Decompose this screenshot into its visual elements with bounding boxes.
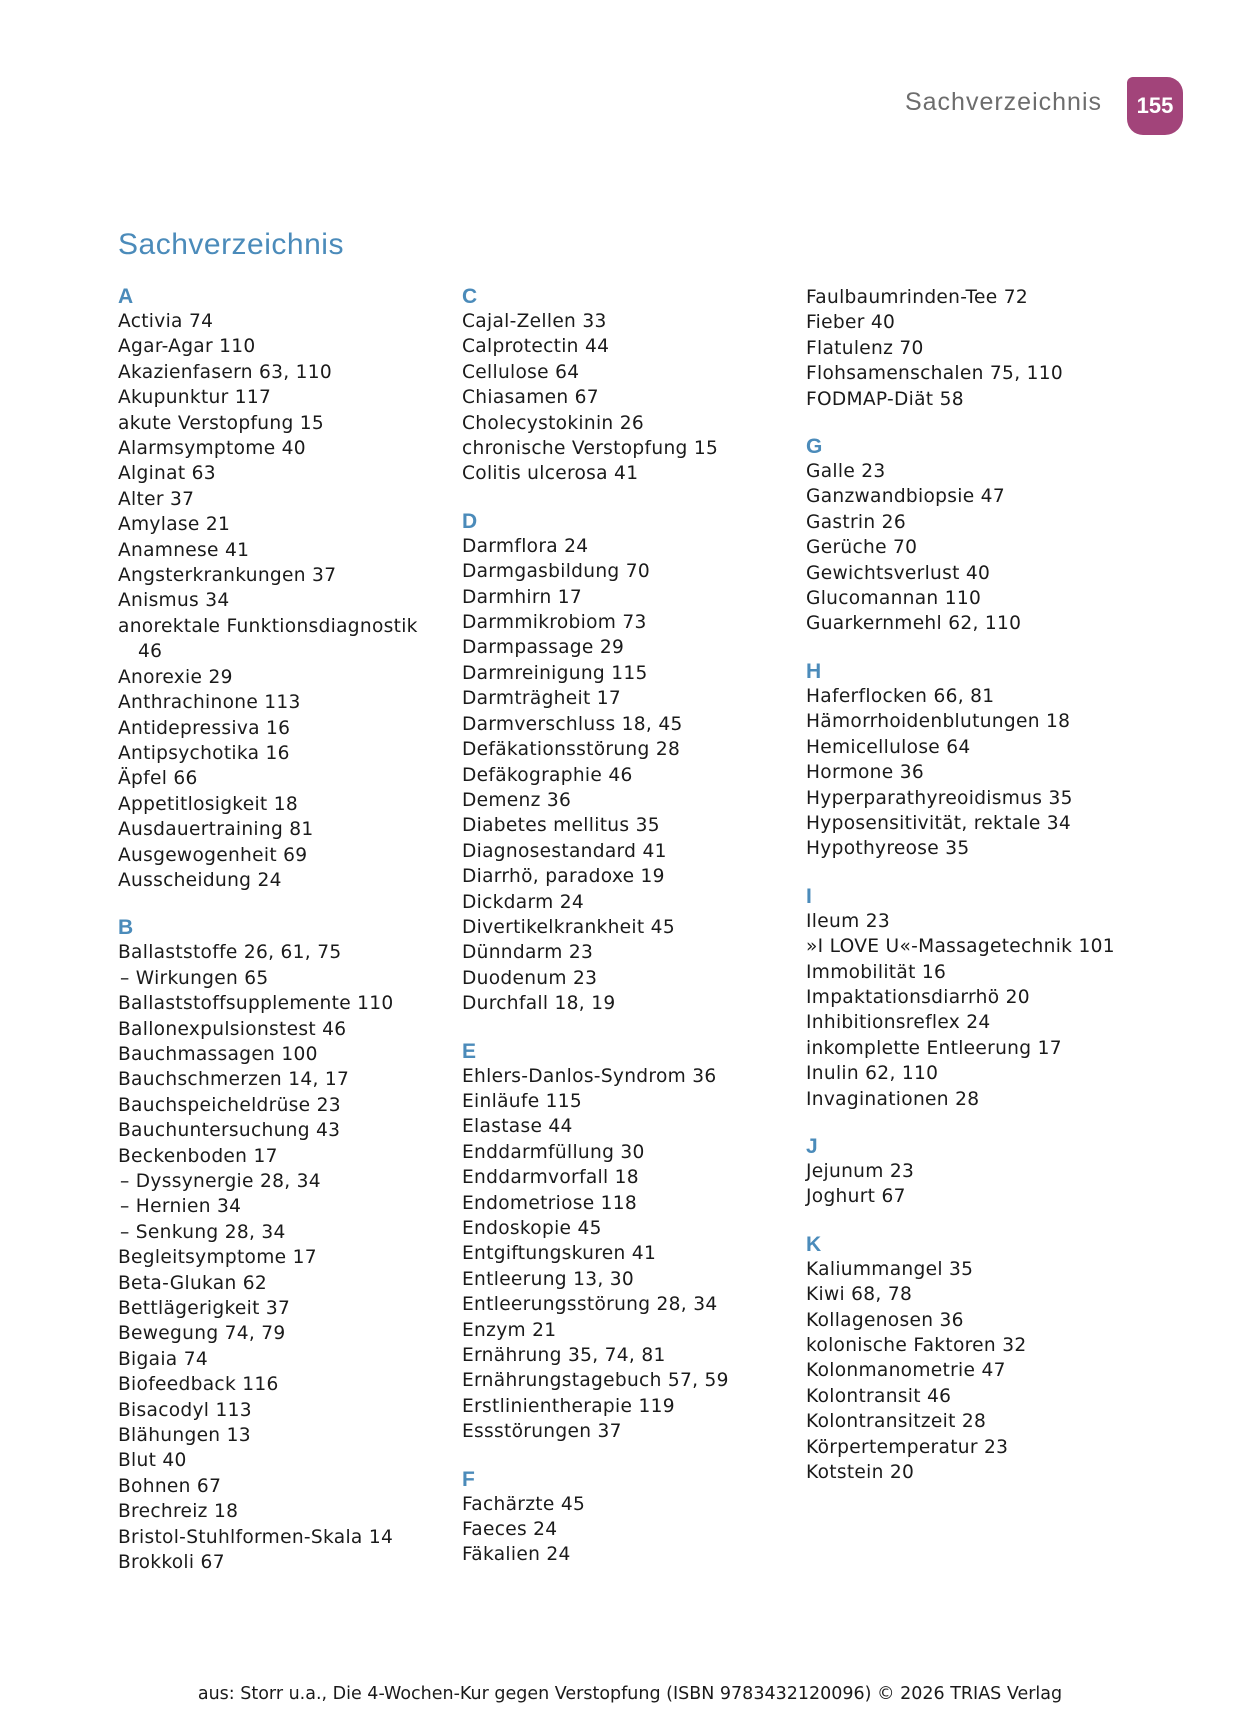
- index-entry: Ausscheidung 24: [118, 869, 282, 891]
- page-number-badge: 155: [1127, 77, 1183, 135]
- index-entry: Demenz 36: [462, 789, 572, 811]
- index-entry: Anorexie 29: [118, 666, 233, 688]
- index-entry: Bohnen 67: [118, 1475, 222, 1497]
- index-letter-heading: J: [806, 1134, 818, 1158]
- index-entry: Chiasamen 67: [462, 387, 599, 409]
- index-entry: Joghurt 67: [806, 1186, 906, 1208]
- index-entry: Cellulose 64: [462, 361, 580, 383]
- index-entry: Ausgewogenheit 69: [118, 844, 308, 866]
- index-entry: Anismus 34: [118, 590, 230, 612]
- index-entry: Diagnosestandard 41: [462, 840, 667, 862]
- index-entry: Bettlägerigkeit 37: [118, 1298, 291, 1320]
- index-entry: – Dyssynergie 28, 34: [120, 1171, 321, 1192]
- index-entry: Defäkographie 46: [462, 764, 633, 786]
- index-entry: Begleitsymptome 17: [118, 1247, 317, 1269]
- index-entry: Calprotectin 44: [462, 336, 610, 358]
- index-letter-heading: A: [118, 285, 134, 308]
- index-letter-heading: G: [806, 435, 823, 459]
- index-entry: Ballaststoffsupplemente 110: [118, 993, 394, 1015]
- index-entry: Körpertemperatur 23: [806, 1436, 1009, 1458]
- index-entry: Fäkalien 24: [462, 1544, 571, 1566]
- index-entry: Hypothyreose 35: [806, 838, 970, 860]
- index-entry: Darmträgheit 17: [462, 688, 622, 710]
- index-entry: Flatulenz 70: [806, 337, 924, 359]
- index-entry: Ganzwandbiopsie 47: [806, 486, 1005, 508]
- section-gap: [806, 1112, 1136, 1135]
- index-entry: Kolontransitzeit 28: [806, 1411, 987, 1433]
- index-entry: Bewegung 74, 79: [118, 1323, 286, 1345]
- index-entry: Defäkationsstörung 28: [462, 739, 681, 761]
- index-entry: – Senkung 28, 34: [120, 1221, 286, 1243]
- index-entry: Darmpassage 29: [462, 637, 625, 659]
- index-entry: Darmmikrobiom 73: [462, 612, 647, 634]
- index-entry: Durchfall 18, 19: [462, 993, 616, 1015]
- index-entry: Immobilität 16: [806, 961, 947, 983]
- index-entry: Fachärzte 45: [462, 1493, 586, 1515]
- index-entry: Ernährung 35, 74, 81: [462, 1345, 666, 1367]
- index-entry: Entgiftungskuren 41: [462, 1243, 657, 1265]
- index-entry: Ballaststoffe 26, 61, 75: [118, 942, 342, 964]
- section-gap: [806, 862, 1136, 885]
- index-entry: Hämorrhoidenblutungen 18: [806, 711, 1071, 733]
- running-header-section: Sachverzeichnis: [904, 88, 1102, 116]
- index-entry: Elastase 44: [462, 1116, 573, 1138]
- index-entry: Erstlinientherapie 119: [462, 1395, 675, 1417]
- index-entry: Beckenboden 17: [118, 1145, 278, 1167]
- index-entry: Kaliummangel 35: [806, 1258, 974, 1280]
- index-letter-heading: E: [462, 1039, 477, 1063]
- index-entry: Ballonexpulsionstest 46: [118, 1018, 347, 1040]
- index-entry: Fieber 40: [806, 312, 896, 334]
- index-entry: Endometriose 118: [462, 1192, 638, 1214]
- index-entry: Blut 40: [118, 1450, 187, 1472]
- section-gap: [462, 1445, 792, 1468]
- index-entry: Alarmsymptome 40: [118, 438, 306, 460]
- index-entry: Entleerung 13, 30: [462, 1268, 635, 1290]
- index-column-3: [806, 285, 1136, 1485]
- index-entry: Darmreinigung 115: [462, 662, 648, 684]
- index-entry: Ileum 23: [806, 910, 890, 932]
- index-letter-heading: C: [462, 285, 478, 308]
- index-entry: Flohsamenschalen 75, 110: [806, 363, 1063, 385]
- index-entry: Biofeedback 116: [118, 1374, 279, 1396]
- index-entry: Anthrachinone 113: [118, 692, 301, 714]
- index-entry: Bauchmassagen 100: [118, 1043, 318, 1065]
- index-letter-heading: D: [462, 509, 478, 533]
- index-entry: Enddarmfüllung 30: [462, 1141, 645, 1163]
- index-entry: Divertikelkrankheit 45: [462, 916, 675, 938]
- index-entry: Antipsychotika 16: [118, 742, 290, 764]
- index-entry: FODMAP-Diät 58: [806, 388, 964, 410]
- index-entry: Ausdauertraining 81: [118, 819, 314, 841]
- index-entry: Beta-Glukan 62: [118, 1272, 268, 1294]
- index-entry: Bauchschmerzen 14, 17: [118, 1069, 350, 1091]
- index-entry: Faulbaumrinden-Tee 72: [806, 287, 1028, 308]
- index-entry: Duodenum 23: [462, 967, 598, 989]
- index-entry: Hyperparathyreoidismus 35: [806, 787, 1073, 809]
- index-entry: Appetitlosigkeit 18: [118, 793, 298, 815]
- source-footer: aus: Storr u.a., Die 4-Wochen-Kur gegen Verstopfung (ISBN 9783432120096) © 2026 TRIAS Verlag: [197, 1684, 1063, 1704]
- index-entry: Inulin 62, 110: [806, 1063, 939, 1085]
- index-entry: Cajal-Zellen 33: [462, 311, 607, 332]
- index-letter-heading: F: [462, 1467, 475, 1491]
- index-entry: Anamnese 41: [118, 539, 250, 561]
- index-letter-heading: B: [118, 916, 134, 940]
- index-entry: Impaktationsdiarrhö 20: [806, 986, 1030, 1008]
- index-entry: anorektale Funktionsdiagnostik 46: [118, 615, 418, 663]
- index-entry: Gastrin 26: [806, 511, 906, 533]
- index-entry: Brokkoli 67: [118, 1552, 225, 1574]
- index-entry: Bristol-Stuhlformen-Skala 14: [118, 1526, 394, 1548]
- index-entry: Bigaia 74: [118, 1348, 208, 1370]
- index-entry: Glucomannan 110: [806, 588, 982, 610]
- index-entry: Dünndarm 23: [462, 942, 594, 964]
- index-entry: Akazienfasern 63, 110: [118, 361, 333, 383]
- index-entry: Akupunktur 117: [118, 387, 272, 409]
- index-entry: Alginat 63: [118, 463, 216, 485]
- index-entry: Activia 74: [118, 311, 214, 332]
- index-entry: Äpfel 66: [118, 768, 198, 790]
- index-entry: Gerüche 70: [806, 537, 918, 559]
- index-entry: chronische Verstopfung 15: [462, 438, 719, 460]
- index-entry: Blähungen 13: [118, 1425, 251, 1447]
- index-entry: kolonische Faktoren 32: [806, 1335, 1027, 1356]
- index-entry: Amylase 21: [118, 514, 231, 536]
- index-entry: Kolonmanometrie 47: [806, 1360, 1006, 1382]
- index-entry: Kollagenosen 36: [806, 1309, 964, 1331]
- index-entry: – Hernien 34: [120, 1196, 242, 1218]
- index-entry: Bisacodyl 113: [118, 1399, 252, 1421]
- index-entry: Guarkernmehl 62, 110: [806, 613, 1022, 635]
- index-entry: Kotstein 20: [806, 1462, 915, 1484]
- index-entry: Cholecystokinin 26: [462, 412, 644, 434]
- index-entry: Invaginationen 28: [806, 1088, 980, 1110]
- index-entry: Antidepressiva 16: [118, 717, 291, 739]
- index-column-1: [118, 285, 448, 1576]
- index-entry: akute Verstopfung 15: [118, 412, 325, 434]
- index-entry: Hormone 36: [806, 762, 924, 784]
- index-entry: Diarrhö, paradoxe 19: [462, 866, 665, 888]
- index-entry: Essstörungen 37: [462, 1421, 622, 1443]
- index-entry: Einläufe 115: [462, 1090, 583, 1112]
- index-entry: Hyposensitivität, rektale 34: [806, 812, 1072, 834]
- index-entry: Gewichtsverlust 40: [806, 562, 991, 584]
- index-column-2: [462, 285, 792, 1568]
- index-entry: Ernährungstagebuch 57, 59: [462, 1370, 729, 1392]
- index-entry: »I LOVE U«-Massagetechnik 101: [806, 936, 1115, 958]
- section-gap: [462, 1017, 792, 1040]
- index-entry: Endoskopie 45: [462, 1218, 602, 1239]
- index-entry: Entleerungsstörung 28, 34: [462, 1294, 718, 1316]
- section-gap: [806, 1210, 1136, 1233]
- index-entry: Brechreiz 18: [118, 1501, 239, 1523]
- index-entry: Kiwi 68, 78: [806, 1284, 913, 1306]
- section-gap: [806, 637, 1136, 660]
- index-entry: Darmverschluss 18, 45: [462, 713, 683, 735]
- index-entry: Colitis ulcerosa 41: [462, 463, 639, 485]
- index-entry: Enzym 21: [462, 1319, 557, 1341]
- section-gap: [462, 487, 792, 510]
- index-entry: Kolontransit 46: [806, 1385, 952, 1407]
- index-entry: Diabetes mellitus 35: [462, 815, 660, 837]
- index-entry: Alter 37: [118, 488, 195, 510]
- index-entry: Darmflora 24: [462, 535, 589, 557]
- page-title: Sachverzeichnis: [118, 228, 344, 261]
- index-entry: Dickdarm 24: [462, 891, 584, 913]
- index-letter-heading: H: [806, 659, 822, 683]
- section-gap: [806, 412, 1136, 435]
- index-entry: Bauchspeicheldrüse 23: [118, 1094, 341, 1116]
- index-entry: Enddarmvorfall 18: [462, 1167, 639, 1189]
- index-entry: Darmgasbildung 70: [462, 561, 651, 583]
- section-gap: [118, 893, 448, 916]
- index-entry: inkomplette Entleerung 17: [806, 1037, 1062, 1059]
- index-letter-heading: I: [806, 884, 812, 908]
- index-entry: – Wirkungen 65: [120, 967, 269, 989]
- index-entry: Haferflocken 66, 81: [806, 685, 995, 707]
- index-entry: Faeces 24: [462, 1519, 558, 1541]
- index-entry: Hemicellulose 64: [806, 736, 971, 758]
- index-entry: Darmhirn 17: [462, 586, 583, 608]
- index-entry: Agar-Agar 110: [118, 336, 256, 358]
- index-entry: Inhibitionsreflex 24: [806, 1012, 991, 1034]
- index-entry: Galle 23: [806, 461, 886, 483]
- index-entry: Jejunum 23: [806, 1160, 915, 1182]
- index-entry: Angsterkrankungen 37: [118, 565, 337, 587]
- index-entry: Bauchuntersuchung 43: [118, 1120, 341, 1142]
- index-letter-heading: K: [806, 1232, 822, 1256]
- index-entry: Ehlers-Danlos-Syndrom 36: [462, 1065, 717, 1087]
